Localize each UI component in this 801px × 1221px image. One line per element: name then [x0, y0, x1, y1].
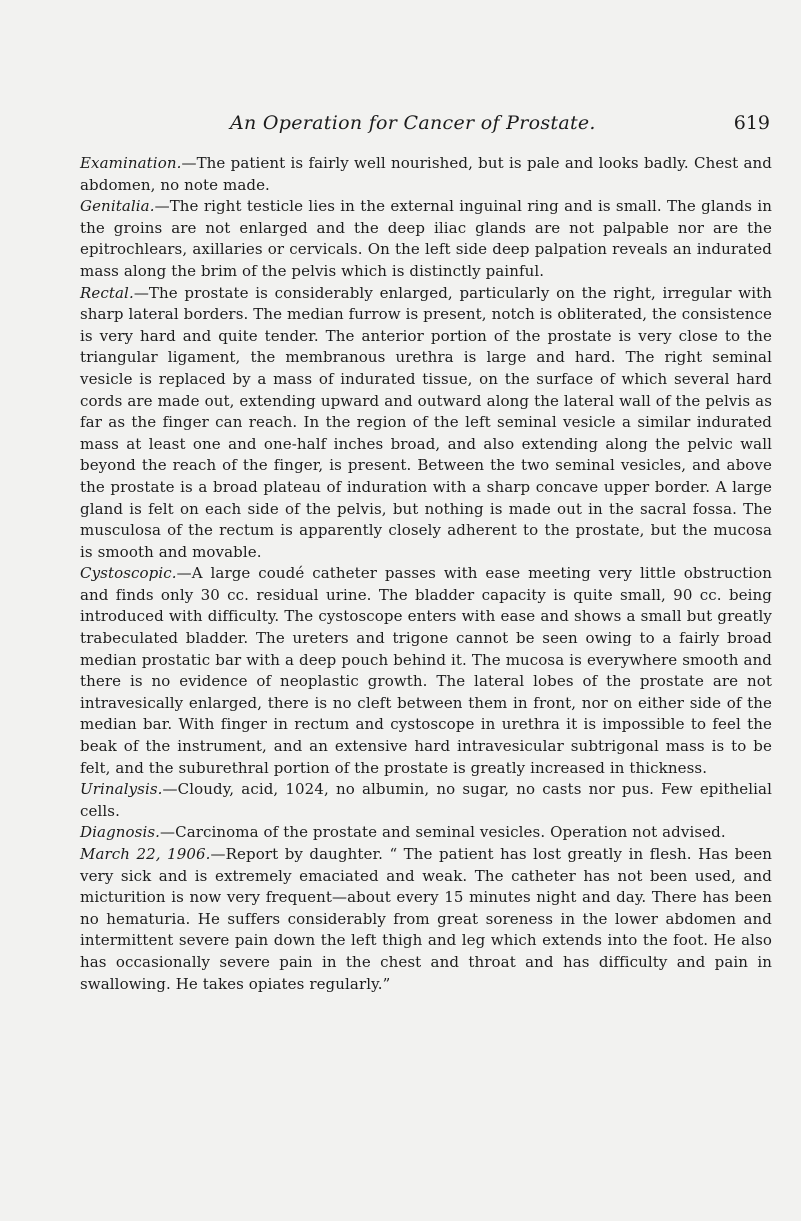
paragraph-urinalysis: [80, 779, 772, 822]
paragraph-text: —The right testicle lies in the external inguinal ring and is small. The glands in the groins are not enlarged and the deep iliac glands are not palpable nor are the epitrochlears, axillaries or cervicals. On the left side deep palpation reveals an indurated mass along the brim of the pelvis which is distinctly painful.: [80, 197, 772, 280]
paragraph-heading: Examination.: [80, 154, 182, 172]
running-title: An Operation for Cancer of Prostate.: [230, 112, 596, 134]
paragraph-examination: [80, 153, 772, 196]
paragraph-cystoscopic: [80, 563, 772, 779]
paragraph-diagnosis: [80, 822, 772, 844]
page-number: 619: [733, 112, 770, 134]
paragraph-heading: Cystoscopic.: [80, 564, 177, 583]
paragraph-text: —Report by daughter. “ The patient has lost greatly in flesh. Has been very sick and is extremely emaciated and weak. The catheter has not been used, and micturition is now very frequent—about every 15 minutes night and day. There has been no hematuria. He suffers considerably from great soreness in the lower abdomen and intermittent severe pain down the left thigh and leg which extends into the foot. He also has occasionally severe pain in the chest and throat and has difficulty and pain in swallowing. He takes opiates regularly.”: [80, 845, 772, 993]
paragraph-heading: Rectal.: [80, 283, 134, 302]
paragraph-text: —A large coudé catheter passes with ease meeting very little obstruction and finds only 30 cc. residual urine. The bladder capacity is quite small, 90 cc. being introduced with difficulty. The cystoscope enters with ease and shows a small but greatly trabeculated bladder. The ureters and trigone cannot be seen owing to a fairly broad median prostatic bar with a deep pouch behind it. The mucosa is everywhere smooth and there is no evidence of neoplastic growth. The lateral lobes of the prostate are not intravesically enlarged, there is no cleft between them in front, nor on either side of the median bar. With finger in rectum and cystoscope in urethra it is impossible to feel the beak of the instrument, and an extensive hard intravesicular subtrigonal mass is to be felt, and the suburethral portion of the prostate is greatly increased in thickness.: [80, 564, 772, 777]
paragraph-text: —The patient is fairly well nourished, but is pale and looks badly. Chest and abdomen, no note made.: [80, 154, 772, 194]
paragraph-rectal: [80, 283, 772, 564]
paragraph-heading: Urinalysis.: [80, 780, 163, 799]
paragraph-report: [80, 844, 772, 995]
paragraph-text: —Carcinoma of the prostate and seminal vesicles. Operation not advised.: [160, 823, 726, 842]
paragraph-genitalia: [80, 196, 772, 282]
paragraph-text: —Cloudy, acid, 1024, no albumin, no sugar, no casts nor pus. Few epithelial cells.: [80, 780, 772, 820]
running-header: [80, 112, 770, 142]
paragraph-heading: March 22, 1906.: [80, 845, 211, 863]
paragraph-text: —The prostate is considerably enlarged, particularly on the right, irregular with sharp lateral borders. The median furrow is present, notch is obliterated, the consistence is very hard and quite tender. The anterior portion of the prostate is very close to the triangular ligament, the membranous urethra is large and hard. The right seminal vesicle is replaced by a mass of indurated tissue, on the surface of which several hard cords are made out, extending upward and outward along the lateral wall of the pelvis as far as the finger can reach. In the region of the left seminal vesicle a similar indurated mass at least one and one-half inches broad, and also extending along the pelvic wall beyond the reach of the finger, is present. Between the two seminal vesicles, and above the prostate is a broad plateau of induration with a sharp concave upper border. A large gland is felt on each side of the pelvis, but nothing is made out in the sacral fossa. The musculosa of the rectum is apparently closely adherent to the prostate, but the mucosa is smooth and movable.: [80, 283, 772, 561]
body-text: [80, 153, 772, 995]
paragraph-heading: Diagnosis.: [80, 823, 161, 842]
paragraph-heading: Genitalia.: [80, 197, 155, 216]
